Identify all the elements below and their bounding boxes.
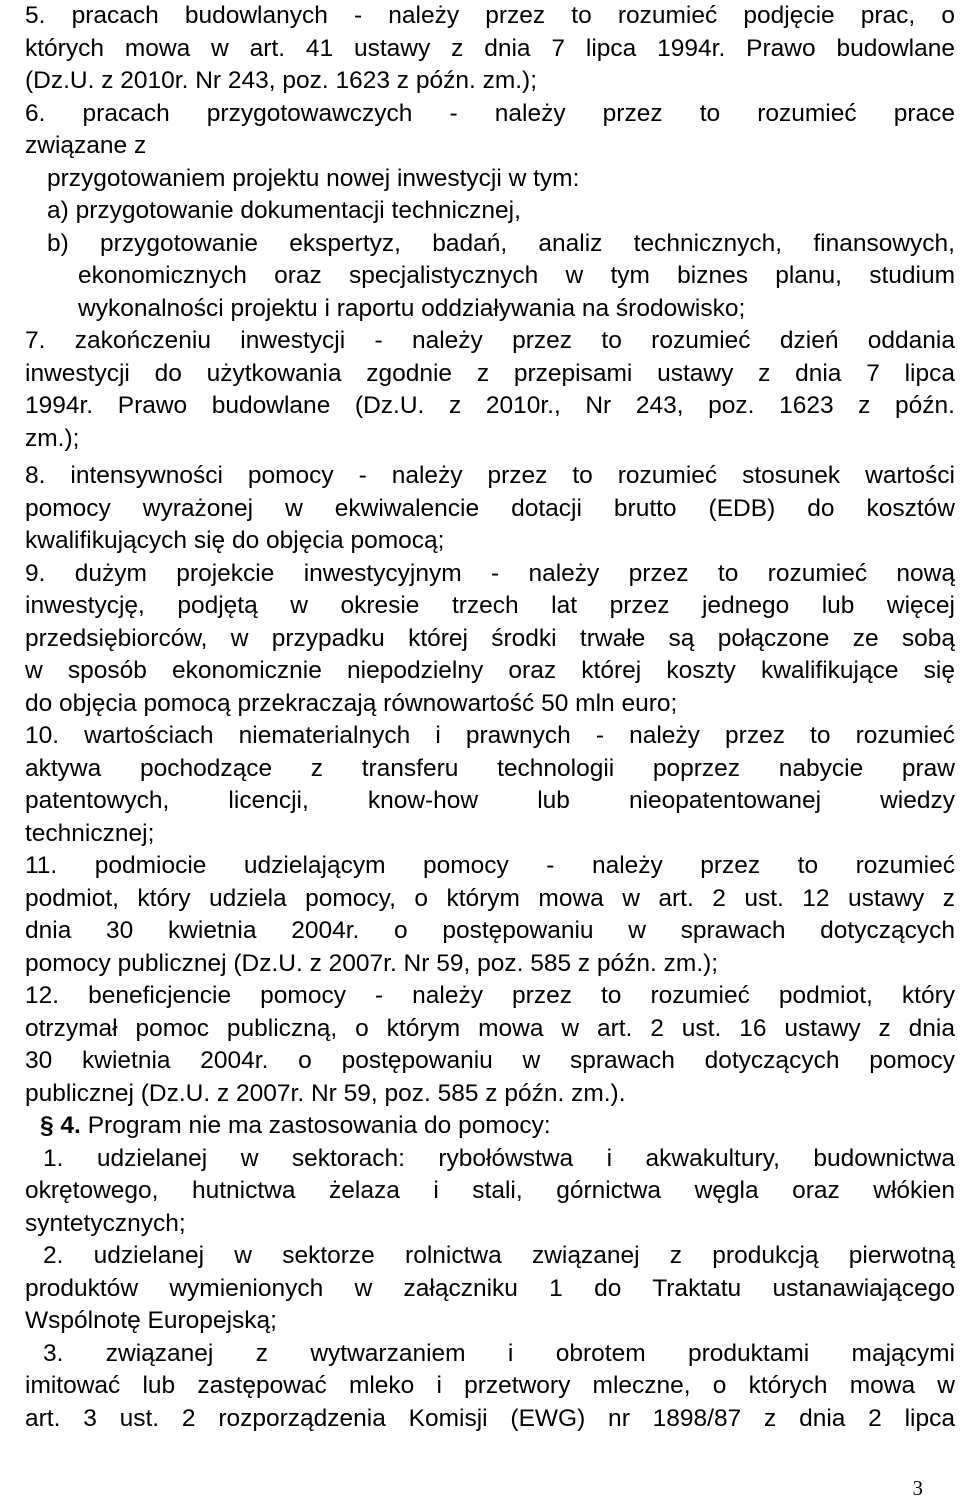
text-line: b) przygotowanie ekspertyz, badań, analiz technicznych, finansowych, — [47, 229, 955, 257]
text-line: 1. udzielanej w sektorach: rybołówstwa i akwakultury, budownictwa — [43, 1144, 955, 1172]
text-line: zm.); — [25, 424, 80, 452]
text-line: przygotowaniem projektu nowej inwestycji w tym: — [47, 164, 580, 192]
text-line: okrętowego, hutnictwa żelaza i stali, górnictwa węgla oraz włókien — [25, 1177, 955, 1204]
section-heading-text: Program nie ma zastosowania do pomocy: — [87, 1112, 551, 1139]
text-line: 2. udzielanej w sektorze rolnictwa związanej z produkcją pierwotną — [43, 1242, 955, 1269]
text-line: aktywa pochodzące z transferu technologii poprzez nabycie praw — [25, 754, 955, 782]
text-line: imitować lub zastępować mleko i przetwory mleczne, o których mowa w — [25, 1372, 955, 1399]
text-line: 6. pracach przygotowawczych - należy przez to rozumieć prace — [25, 99, 955, 127]
text-line: patentowych, licencji, know-how lub nieopatentowanej wiedzy — [25, 787, 955, 814]
text-line: technicznej; — [25, 819, 155, 847]
text-line: (Dz.U. z 2010r. Nr 243, poz. 1623 z późn. zm.); — [25, 67, 537, 94]
text-line: art. 3 ust. 2 rozporządzenia Komisji (EWG) nr 1898/87 z dnia 2 lipca — [25, 1404, 955, 1432]
text-line: 30 kwietnia 2004r. o postępowaniu w sprawach dotyczących pomocy — [25, 1047, 955, 1074]
text-line: związane z — [25, 132, 147, 159]
text-line: inwestycję, podjętą w okresie trzech lat przez jednego lub więcej — [25, 592, 955, 619]
document-page — [25, 0, 955, 1435]
text-line: kwalifikujących się do objęcia pomocą; — [25, 527, 445, 554]
text-line: 10. wartościach niematerialnych i prawnych - należy przez to rozumieć — [25, 722, 955, 749]
text-line: do objęcia pomocą przekraczają równowartość 50 mln euro; — [25, 689, 678, 717]
text-line: dnia 30 kwietnia 2004r. o postępowaniu w sprawach dotyczących — [25, 917, 955, 944]
section-heading — [25, 1110, 955, 1143]
text-line: 9. dużym projekcie inwestycyjnym - należy przez to rozumieć nową — [25, 559, 955, 587]
text-line: w sposób ekonomicznie niepodzielny oraz której koszty kwalifikujące się — [25, 657, 955, 684]
text-line: 12. beneficjencie pomocy - należy przez to rozumieć podmiot, który — [25, 982, 955, 1009]
text-line: 8. intensywności pomocy - należy przez to rozumieć stosunek wartości — [25, 462, 955, 489]
text-line: pomocy wyrażonej w ekwiwalencie dotacji brutto (EDB) do kosztów — [25, 494, 955, 522]
text-line: których mowa w art. 41 ustawy z dnia 7 lipca 1994r. Prawo budowlane — [25, 34, 955, 62]
text-line: 1994r. Prawo budowlane (Dz.U. z 2010r., Nr 243, poz. 1623 z późn. — [25, 392, 955, 419]
text-line: Wspólnotę Europejską; — [25, 1307, 277, 1334]
section-number: § 4. — [40, 1112, 81, 1139]
text-line: inwestycji do użytkowania zgodnie z przepisami ustawy z dnia 7 lipca — [25, 359, 955, 387]
text-line: otrzymał pomoc publiczną, o którym mowa w art. 2 ust. 16 ustawy z dnia — [25, 1014, 955, 1042]
text-line: 11. podmiocie udzielającym pomocy - należy przez to rozumieć — [25, 852, 955, 879]
text-line: ekonomicznych oraz specjalistycznych w tym biznes planu, studium — [78, 262, 955, 289]
text-line: syntetycznych; — [25, 1209, 186, 1237]
text-line: 5. pracach budowlanych - należy przez to rozumieć podjęcie prac, o — [25, 2, 955, 29]
text-line: publicznej (Dz.U. z 2007r. Nr 59, poz. 585 z późn. zm.). — [25, 1079, 626, 1107]
text-line: podmiot, który udziela pomocy, o którym mowa w art. 2 ust. 12 ustawy z — [25, 884, 955, 912]
text-line: 7. zakończeniu inwestycji - należy przez to rozumieć dzień oddania — [25, 327, 955, 354]
text-line: wykonalności projektu i raportu oddziaływania na środowisko; — [78, 294, 746, 322]
text-line: a) przygotowanie dokumentacji technicznej, — [47, 197, 521, 224]
text-line: produktów wymienionych w załączniku 1 do Traktatu ustanawiającego — [25, 1274, 955, 1302]
text-line: 3. związanej z wytwarzaniem i obrotem produktami mającymi — [43, 1339, 955, 1367]
text-line: przedsiębiorców, w przypadku której środki trwałe są połączone ze sobą — [25, 624, 955, 652]
text-line: pomocy publicznej (Dz.U. z 2007r. Nr 59, poz. 585 z późn. zm.); — [25, 949, 719, 977]
page-number: 3 — [912, 1476, 923, 1500]
